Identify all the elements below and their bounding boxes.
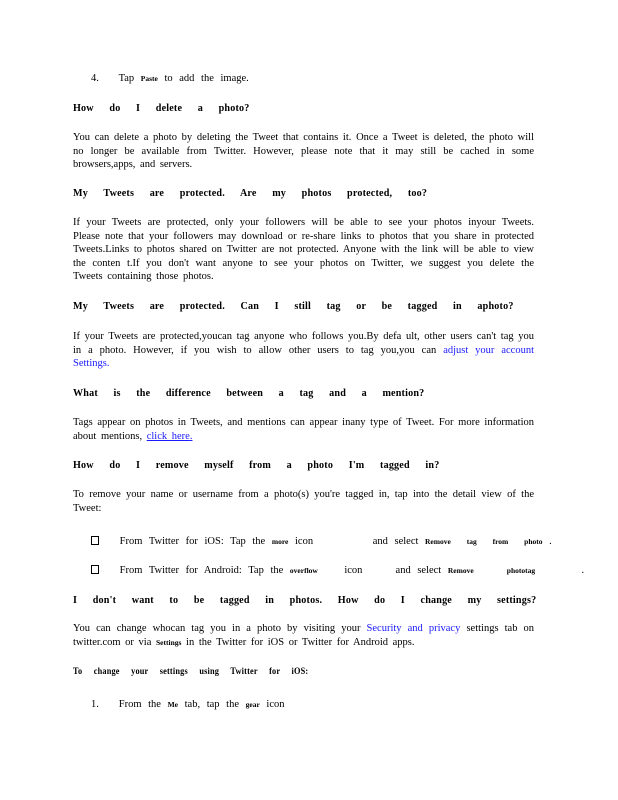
gear-label: gear (245, 700, 260, 709)
period: . (189, 430, 193, 442)
period: . (581, 565, 585, 576)
paragraph-text: settings tab on twitter.com or via (73, 623, 535, 648)
paragraph-protected-photos: If your Tweets are protected, only your followers will be able to see your photos inyour Tweets. Please note that your followers may download or re-share links to photos that you share in protected Tweets.Links to photos shared on Twitter are not protected. Anyone with the link will be able to view the conten t.If you don't want anyone to see your photos on Twitter, we suggest you delete the Tweets containing those photos. (73, 217, 534, 283)
me-label: Me (167, 700, 179, 709)
step-text: to add the image. (164, 73, 249, 84)
paragraph-change-settings (73, 622, 534, 649)
paragraph-text: If your Tweets are protected,youcan tag anyone who follows you.By defa ult, other users can't tag you in a photo. However, if you wish to allow other users to tag you,you can (73, 331, 534, 356)
paragraph-text: in the Twitter for iOS or Twitter for Android apps. (186, 636, 415, 648)
step-text: From the (118, 699, 161, 710)
heading-tag-vs-mention: What is the difference between a tag and a mention? (73, 387, 425, 399)
step-text: Tap (118, 73, 135, 84)
step-text: tab, tap the (184, 699, 239, 710)
bullet-android-remove (91, 565, 584, 576)
step-number: 4. (91, 73, 99, 84)
bullet-text: From Twitter for iOS: Tap the (119, 536, 266, 547)
more-label: more (271, 537, 289, 546)
overflow-label: overflow (289, 566, 318, 575)
heading-remove-tag: How do I remove myself from a photo I'm tagged in? (73, 459, 440, 471)
bullet-text: and select (372, 536, 419, 547)
step-number: 1. (91, 699, 99, 710)
remove-label: Remove (447, 566, 474, 575)
step-4 (91, 73, 249, 84)
phototag-label: phototag (506, 566, 536, 575)
paragraph-text: You can change whocan tag you in a photo by visiting your (73, 623, 361, 634)
bullet-ios-remove (91, 536, 552, 547)
bullet-icon (91, 565, 99, 574)
bullet-text: icon (295, 536, 314, 547)
bullet-icon (91, 536, 99, 545)
paragraph-remove-tag: To remove your name or username from a photo(s) you're tagged in, tap into the detail view of the Tweet: (73, 489, 534, 514)
paste-label: Paste (140, 74, 158, 83)
heading-delete-photo: How do I delete a photo? (73, 102, 250, 114)
paragraph-tag-vs-mention (73, 416, 534, 443)
step-text: icon (266, 699, 285, 710)
click-here-link[interactable]: click here (146, 430, 190, 442)
paragraph-protected-tagging (73, 330, 534, 371)
adjust-account-settings-link[interactable]: adjust your account Settings. (73, 344, 534, 370)
heading-protected-tagging: My Tweets are protected. Can I still tag or be tagged in aphoto? (73, 300, 514, 312)
remove-tag-label: Remove tag from photo (425, 537, 543, 546)
settings-label: Settings (155, 637, 182, 647)
bullet-text: icon (344, 565, 363, 576)
heading-change-settings: I don't want to be tagged in photos. How do I change my settings? (73, 594, 537, 606)
security-privacy-link[interactable]: Security and privacy (366, 623, 461, 634)
bullet-text: From Twitter for Android: Tap the (119, 565, 284, 576)
bullet-text: and select (395, 565, 442, 576)
period: . (549, 536, 552, 547)
paragraph-delete-photo: You can delete a photo by deleting the Tweet that contains it. Once a Tweet is deleted, the photo will no longer be available from Twitter. However, please note that it may still be cached in some browsers,apps, and servers. (73, 132, 534, 171)
paragraph-text: Tags appear on photos in Tweets, and mentions can appear inany type of Tweet. For more information about mentions, (73, 417, 534, 442)
step-1 (91, 699, 285, 710)
heading-protected-photos: My Tweets are protected. Are my photos protected, too? (73, 187, 428, 199)
heading-ios-steps: To change your settings using Twitter for iOS: (73, 666, 309, 676)
